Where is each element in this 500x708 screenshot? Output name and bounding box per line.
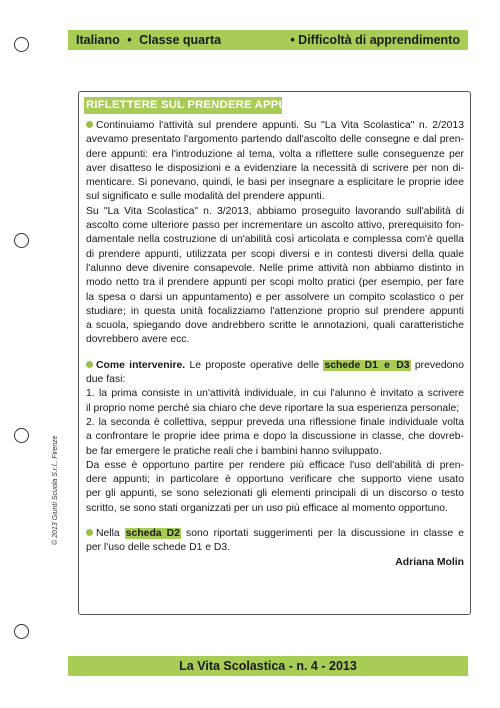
body-line: Su "La Vita Scolastica" n. 3/2013, abbiamo proseguito lavorando sull'abilità di — [86, 205, 464, 217]
highlight-d3: D3 — [396, 359, 410, 371]
binder-hole-4 — [14, 624, 29, 639]
body-line: dere appunti: era l'introduzione al tema, volta a riflettere sulle conseguenze per — [86, 148, 464, 160]
body-line: dovrebbero avere ecc. — [86, 334, 190, 346]
body-line: Continuiamo l'attività sul prendere appunti. Su "La Vita Scolastica" n. 2/2013 — [86, 119, 464, 133]
binder-hole-1 — [14, 37, 29, 52]
section-lead: Come intervenire. — [96, 359, 186, 371]
binder-hole-3 — [14, 428, 29, 443]
body-line: ascolto come ulteriore passo per incrementare un ascolto attivo, prerequisito fon- — [86, 220, 464, 232]
author-name: Adriana Molin — [395, 556, 464, 568]
body-line: per l'uso delle schede D1 e D3. — [86, 542, 231, 554]
bullet-icon — [86, 361, 93, 368]
header-subject: Italiano — [76, 33, 120, 47]
copyright-notice: © 2013 Giunti Scuola S.r.l., Firenze — [52, 435, 59, 545]
body-line: l'alunno deve divenire consapevole. Nelle prime attività non abbiamo distinto in — [86, 262, 464, 274]
body-line: damentale nella costruzione di un'abilità così articolata e complessa com'è quella — [86, 234, 464, 246]
body-line: Da esse è opportuno partire per rendere più efficace l'uso dell'abilità di pren- — [86, 459, 464, 471]
body-line: Nella scheda D2 sono riportati suggerimenti per la discussione in classe e — [86, 527, 464, 541]
bullet-icon — [86, 121, 93, 128]
header-left — [76, 33, 221, 47]
header-topic: • Difficoltà di apprendimento — [290, 33, 460, 47]
bullet-icon — [86, 529, 93, 536]
body-line: 1. la prima consiste in un'attività individuale, in cui l'alunno è invitato a scrivere — [86, 388, 464, 400]
article-title: RIFLETTERE SUL PRENDERE APPUNTI — [86, 99, 306, 111]
header-grade: Classe quarta — [139, 33, 222, 47]
binder-hole-2 — [14, 233, 29, 248]
body-line: dere appunti; in particolare è opportuno verificare che supporto viene usato — [86, 474, 464, 486]
body-line: avevamo presentato l'argomento partendo dall'ascolto delle consegne e dal pren- — [86, 134, 464, 146]
article-body — [86, 119, 464, 570]
body-line: sul significato e sulle modalità del prendere appunti. — [86, 191, 325, 203]
body-line: 2. la seconda è collettiva, seppur preveda una riflessione finale individuale volta — [86, 416, 464, 428]
body-line: a confrontare le proprie idee prima e dopo la discussione in classe, che dovreb- — [86, 431, 464, 443]
highlight-scheda-d2: scheda D2 — [125, 528, 180, 540]
body-line: la spesa o darsi un appuntamento) e per assolvere un compito scolastico o per — [86, 291, 464, 303]
body-line: modo netto tra il prendere appunti per scopi molto pratici (per esempio, per fare — [86, 277, 464, 289]
body-line: scritto, se sono stati organizzati per un uso più efficace al momento opportuno. — [86, 502, 448, 514]
body-line: due fasi: — [86, 374, 126, 386]
body-line: aver disatteso le disposizioni e a evidenziare la necessità di scrivere per non di- — [86, 162, 464, 174]
body-line: per gli appunti, se sono selezionati gli elementi principali di un discorso o testo — [86, 488, 464, 500]
body-line: il proprio nome perché sia chiaro che deve riportare la sua esperienza personale; — [86, 402, 460, 414]
header-separator: • — [127, 33, 132, 47]
body-line: Come intervenire. Le proposte operative delle schede D1 e D3 prevedono — [86, 359, 464, 373]
highlight-scheda-d1: schede D1 — [324, 359, 378, 371]
body-line: di prendere appunti, utilizzata per scopi diversi e in contesti diversi della quale — [86, 248, 464, 260]
body-line: studiare; in questa unità focalizziamo l'attenzione proprio sul prendere appunti — [86, 305, 464, 317]
page-footer: La Vita Scolastica - n. 4 - 2013 — [68, 656, 468, 676]
body-line: menticare. Si ponevano, quindi, le basi per insegnare a esplicitare le proprie idee — [86, 177, 464, 189]
page-header — [68, 30, 468, 50]
body-line: a scuola, spiegando dove andrebbero scritte le annotazioni, quali caratteristiche — [86, 320, 464, 332]
body-line: be far emergere le pratiche reali che i bambini hanno sviluppato. — [86, 445, 382, 457]
